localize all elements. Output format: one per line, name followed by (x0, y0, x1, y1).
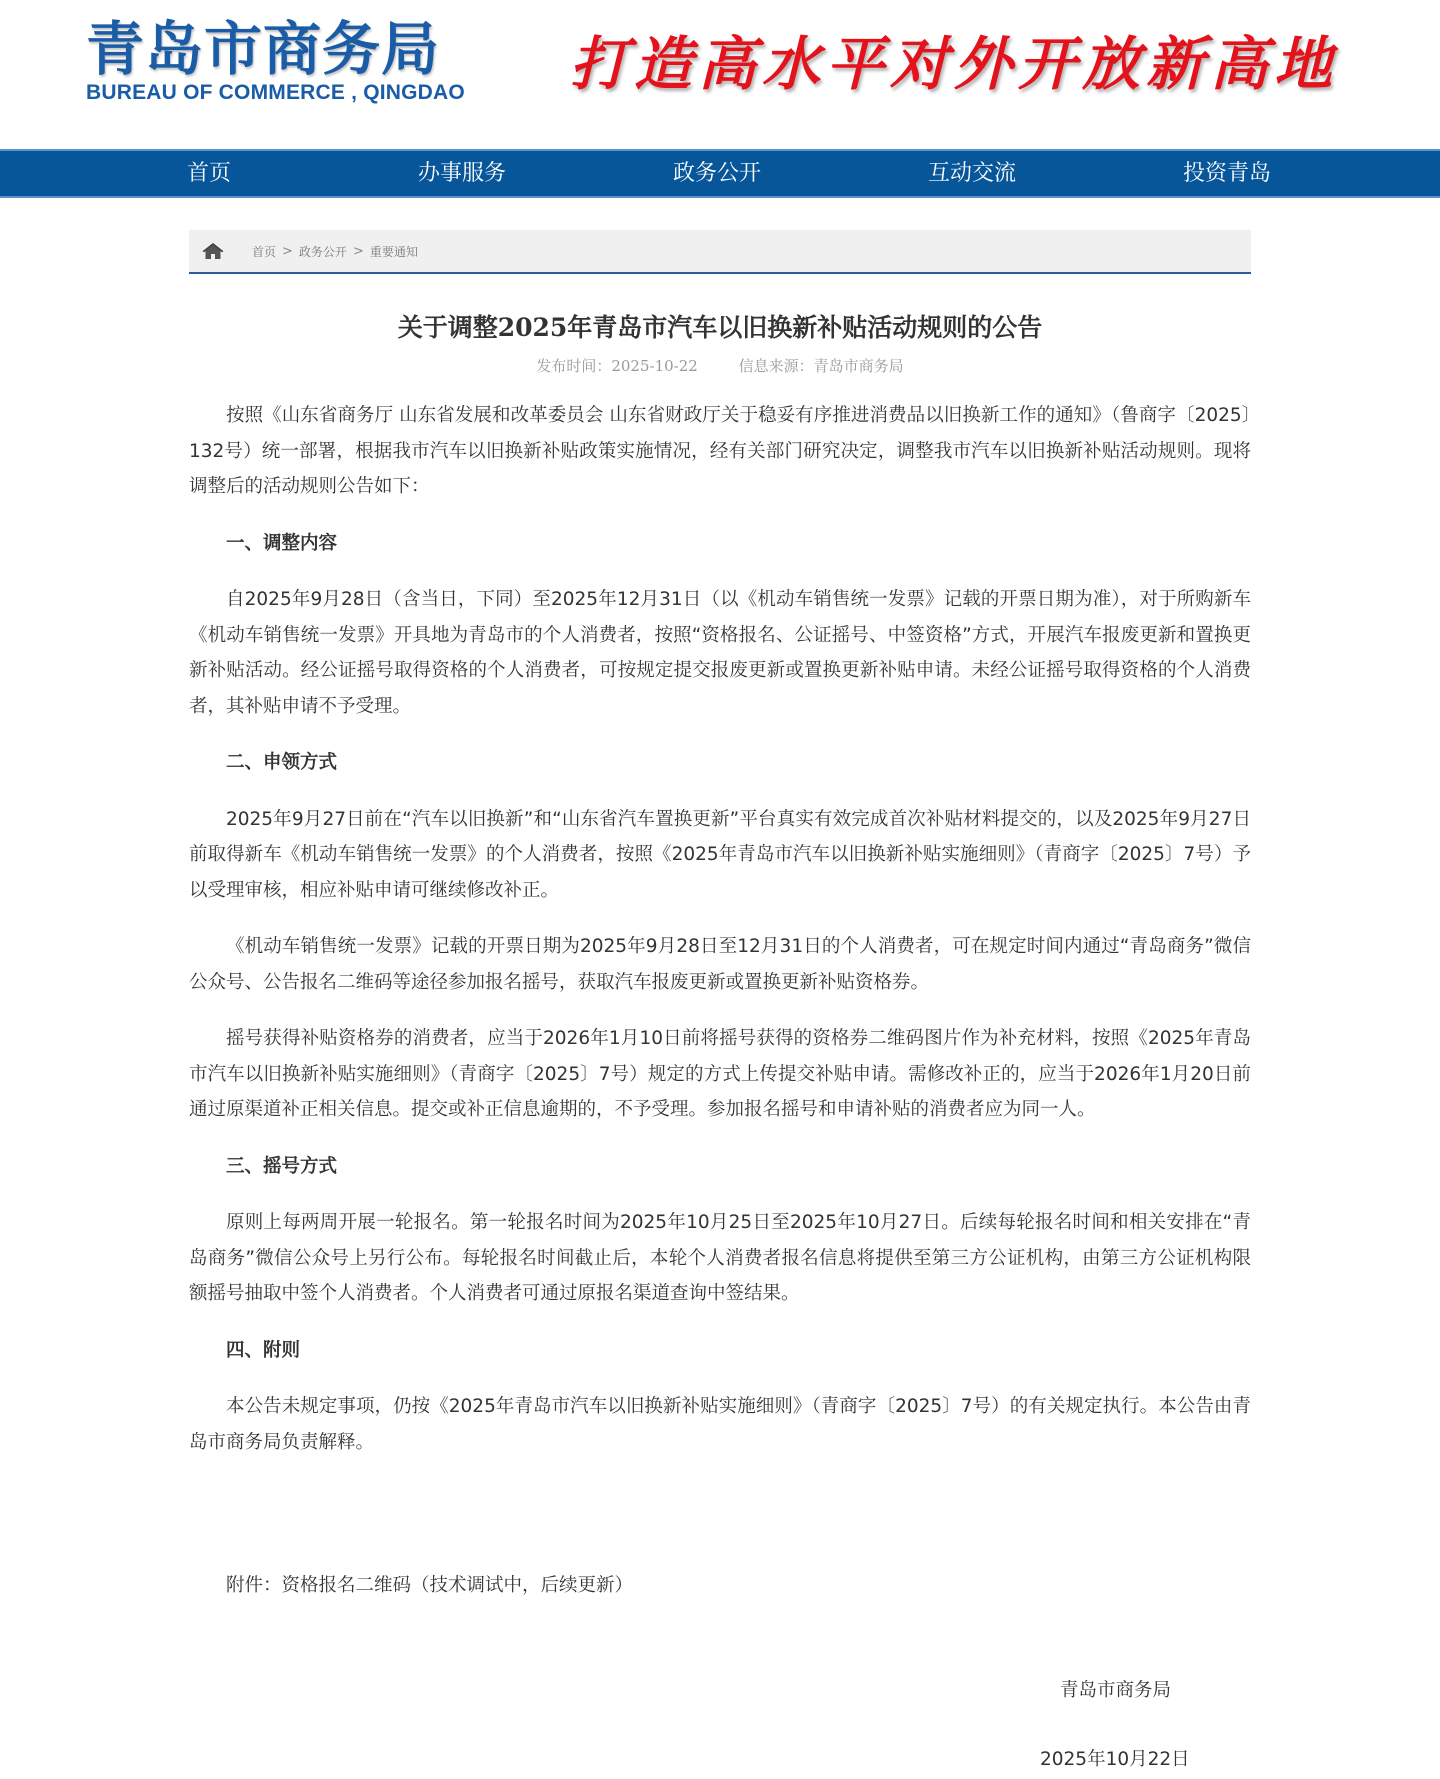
attachment-note: 附件：资格报名二维码（技术调试中，后续更新） (226, 1575, 634, 1596)
breadcrumb (189, 230, 1251, 274)
signature-org: 青岛市商务局 (1060, 1680, 1172, 1701)
section-paragraph: 原则上每两周开展一轮报名。第一轮报名时间为2025年10月25日至2025年10月27日。后续每轮报名时间和相关安排在“青岛商务”微信公众号上另行公布。每轮报名时间截止后，本轮个人消费者报名信息将提供至第三方公证机构，由第三方公证机构限额摇号抽取中签个人消费者。个人消费者可通过原报名渠道查询中签结果。 (189, 1212, 1251, 1304)
main-nav (0, 149, 1440, 198)
signature-date: 2025年10月22日 (1040, 1749, 1190, 1770)
slogan-banner: 打造高水平对外开放新高地 (570, 30, 1339, 98)
nav-item-interaction[interactable]: 互动交流 (928, 161, 1017, 186)
breadcrumb-important-notices[interactable]: 重要通知 (369, 244, 418, 259)
section-heading: 四、附则 (226, 1339, 301, 1361)
breadcrumb-home[interactable]: 首页 (252, 244, 277, 259)
article-body (189, 398, 1251, 1460)
nav-item-invest-qingdao[interactable]: 投资青岛 (1183, 161, 1272, 186)
section-paragraph: 本公告未规定事项，仍按《2025年青岛市汽车以旧换新补贴实施细则》（青商字〔2025〕7号）的有关规定执行。本公告由青岛市商务局负责解释。 (189, 1396, 1251, 1453)
site-logo[interactable] (86, 15, 465, 106)
section-paragraph: 自2025年9月28日（含当日，下同）至2025年12月31日（以《机动车销售统一发票》记载的开票日期为准），对于所购新车《机动车销售统一发票》开具地为青岛市的个人消费者，按照“资格报名、公证摇号、中签资格”方式，开展汽车报废更新和置换更新补贴活动。经公证摇号取得资格的个人消费者，可按规定提交报废更新或置换更新补贴申请。未经公证摇号取得资格的个人消费者，其补贴申请不予受理。 (189, 589, 1251, 717)
logo-english-name: BUREAU OF COMMERCE , QINGDAO (86, 81, 465, 104)
section-heading: 三、摇号方式 (226, 1155, 338, 1177)
article-meta (189, 354, 1251, 378)
breadcrumb-separator: > (352, 243, 364, 259)
breadcrumb-separator: > (282, 243, 293, 259)
section-paragraph: 2025年9月27日前在“汽车以旧换新”和“山东省汽车置换更新”平台真实有效完成首次补贴材料提交的，以及2025年9月27日前取得新车《机动车销售统一发票》的个人消费者，按照《2025年青岛市汽车以旧换新补贴实施细则》（青商字〔2025〕7号）予以受理审核，相应补贴申请可继续修改补正。 (189, 808, 1251, 901)
breadcrumb-gov-affairs[interactable]: 政务公开 (298, 244, 347, 259)
site-header (0, 0, 1440, 149)
article-title: 关于调整2025年青岛市汽车以旧换新补贴活动规则的公告 (397, 313, 1043, 342)
logo-chinese-name: 青岛市商务局 (86, 15, 441, 83)
section-heading: 二、申领方式 (226, 752, 338, 773)
nav-item-home[interactable]: 首页 (187, 161, 232, 186)
section-heading: 一、调整内容 (226, 532, 338, 554)
home-icon[interactable] (202, 242, 224, 260)
nav-item-services[interactable]: 办事服务 (418, 161, 507, 186)
nav-item-gov-affairs[interactable]: 政务公开 (673, 161, 762, 186)
intro-paragraph: 按照《山东省商务厅 山东省发展和改革委员会 山东省财政厅关于稳妥有序推进消费品以旧换新工作的通知》（鲁商字〔2025〕132号）统一部署，根据我市汽车以旧换新补贴政策实施情况，经有关部门研究决定，调整我市汽车以旧换新补贴活动规则。现将调整后的活动规则公告如下： (189, 405, 1251, 497)
section-paragraph: 《机动车销售统一发票》记载的开票日期为2025年9月28日至12月31日的个人消费者，可在规定时间内通过“青岛商务”微信公众号、公告报名二维码等途径参加报名摇号，获取汽车报废更新或置换更新补贴资格券。 (189, 936, 1251, 993)
publish-time: 发布时间：2025-10-22 (536, 357, 698, 375)
info-source: 信息来源：青岛市商务局 (738, 357, 904, 375)
section-paragraph: 摇号获得补贴资格券的消费者，应当于2026年1月10日前将摇号获得的资格券二维码图片作为补充材料，按照《2025年青岛市汽车以旧换新补贴实施细则》（青商字〔2025〕7号）规定的方式上传提交补贴申请。需修改补正的，应当于2026年1月20日前通过原渠道补正相关信息。提交或补正信息逾期的，不予受理。参加报名摇号和申请补贴的消费者应为同一人。 (189, 1028, 1251, 1120)
